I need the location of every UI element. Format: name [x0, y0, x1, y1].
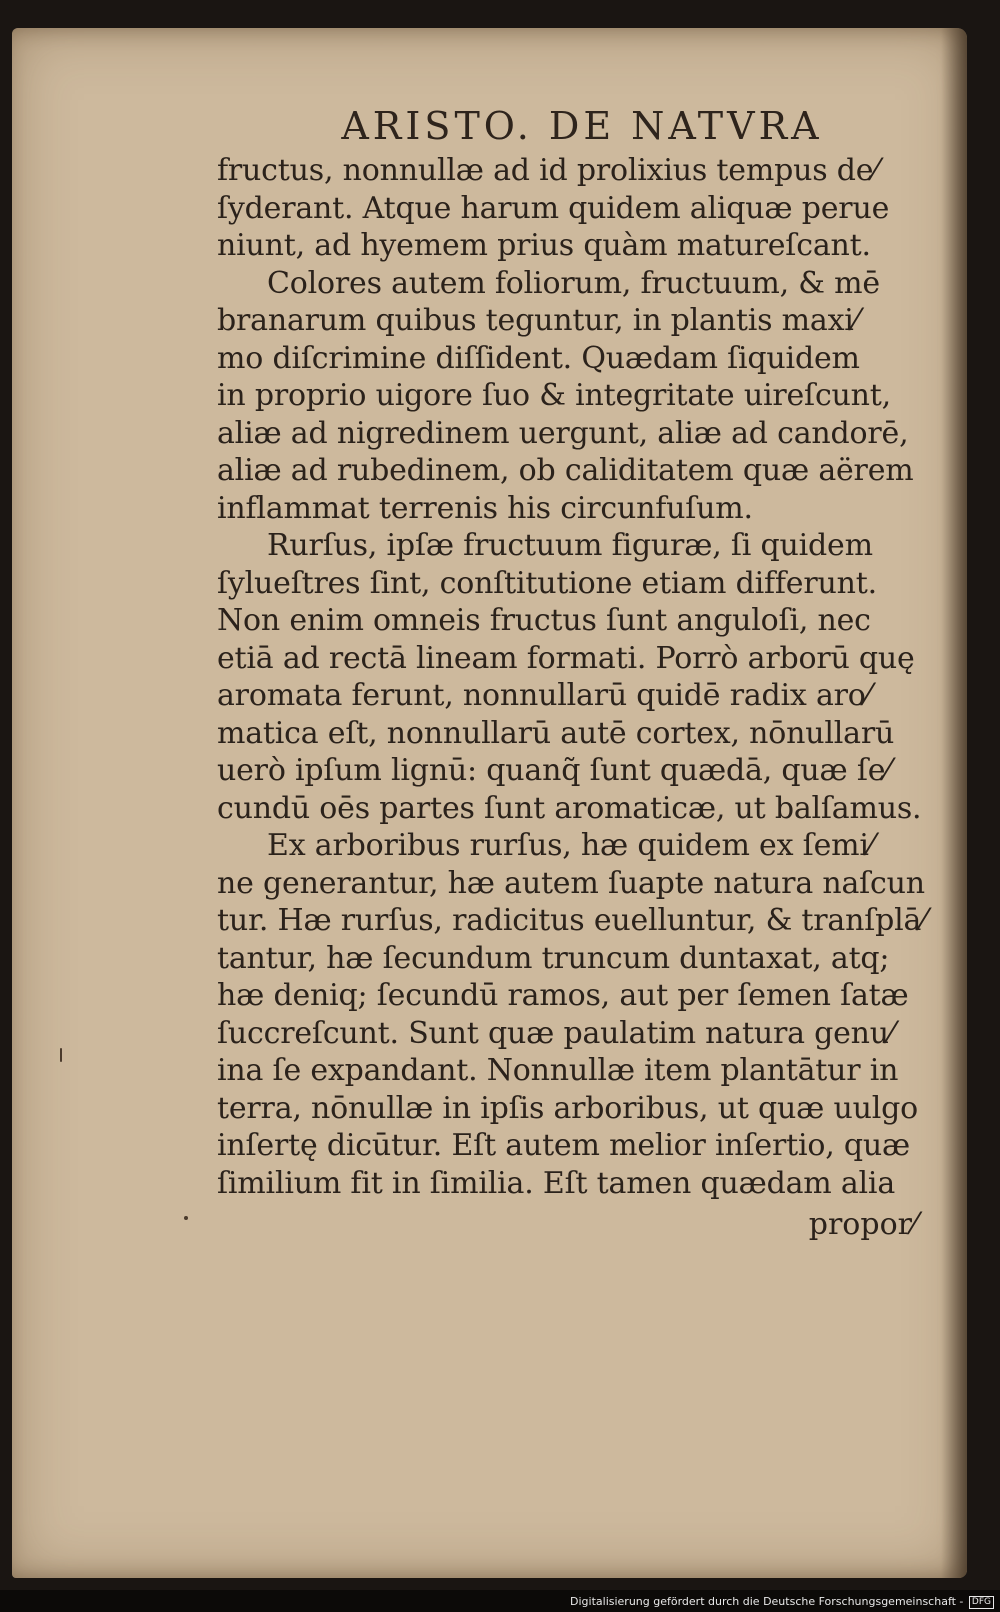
- ink-speck: [60, 1048, 62, 1062]
- text-line: terra, nōnullæ in ipſis arboribus, ut quæ uulgo: [217, 1090, 918, 1126]
- text-line: niunt, ad hyemem prius quàm matureſcant.: [217, 228, 871, 263]
- text-line: fructus, nonnullæ ad id prolixius tempus de⁄: [217, 153, 879, 188]
- text-line: aliæ ad rubedinem, ob caliditatem quæ aërem: [217, 453, 914, 488]
- text-line: inſertę dicūtur. Eſt autem melior inſertio, quæ: [217, 1128, 911, 1163]
- text-line: in proprio uigore ſuo & integritate uireſcunt,: [217, 378, 891, 413]
- digitization-footer: [570, 1595, 994, 1609]
- text-line: uerò ipſum lignū: quanq̃ ſunt quædā, quæ ſe⁄: [217, 753, 891, 788]
- text-line: etiā ad rectā lineam formati. Porrò arborū quę: [217, 640, 915, 676]
- text-line: ſimilium fit in ſimilia. Eſt tamen quædam alia: [217, 1165, 896, 1201]
- book-page: [12, 28, 967, 1578]
- text-line: Non enim omneis fructus ſunt anguloſi, nec: [217, 603, 871, 638]
- text-line: hæ deniq; ſecundū ramos, aut per ſemen ſatæ: [217, 978, 909, 1013]
- text-line: branarum quibus teguntur, in plantis maxi⁄: [217, 303, 859, 338]
- text-line: Ex arboribus rurſus, hæ quidem ex ſemi⁄: [267, 828, 874, 863]
- page-gutter-shadow: [941, 28, 967, 1578]
- text-line: tur. Hæ rurſus, radicitus euelluntur, & tranſplā⁄: [217, 903, 927, 938]
- text-line: matica eſt, nonnullarū autē cortex, nōnullarū: [217, 715, 895, 751]
- text-line: ina ſe expandant. Nonnullæ item plantātur in: [217, 1053, 899, 1088]
- text-line: aliæ ad nigredinem uergunt, aliæ ad candorē,: [217, 415, 909, 451]
- text-line: mo diſcrimine diſſident. Quædam ſiquidem: [217, 340, 860, 376]
- footer-credit: Digitalisierung gefördert durch die Deutsche Forschungsgemeinschaft -: [570, 1595, 964, 1608]
- text-line: Rurſus, ipſæ fructuum figuræ, ſi quidem: [267, 528, 873, 563]
- text-line: aromata ferunt, nonnullarū quidē radix aro⁄: [217, 678, 871, 713]
- ink-speck: [184, 1216, 188, 1220]
- text-line: inflammat terrenis his circunfuſum.: [217, 490, 753, 526]
- text-line: tantur, hæ ſecundum truncum duntaxat, atq;: [217, 940, 890, 976]
- text-lines: [217, 152, 927, 1202]
- running-head: ARISTO. DE NATVRA: [341, 104, 823, 148]
- page-text: [217, 100, 927, 1244]
- text-line: Colores autem foliorum, fructuum, & mē: [267, 265, 880, 301]
- text-line: ſyderant. Atque harum quidem aliquæ perue: [217, 190, 890, 226]
- text-line: ſylueſtres ſint, conſtitutione etiam differunt.: [217, 565, 877, 601]
- text-line: ne generantur, hæ autem ſuapte natura naſcun: [217, 865, 925, 901]
- dfg-logo-icon: DFG: [969, 1596, 994, 1609]
- text-line: cundū oēs partes ſunt aromaticæ, ut balſamus.: [217, 790, 922, 826]
- text-line: ſuccreſcunt. Sunt quæ paulatim natura genu⁄: [217, 1015, 894, 1051]
- catchword: propor⁄: [808, 1207, 917, 1242]
